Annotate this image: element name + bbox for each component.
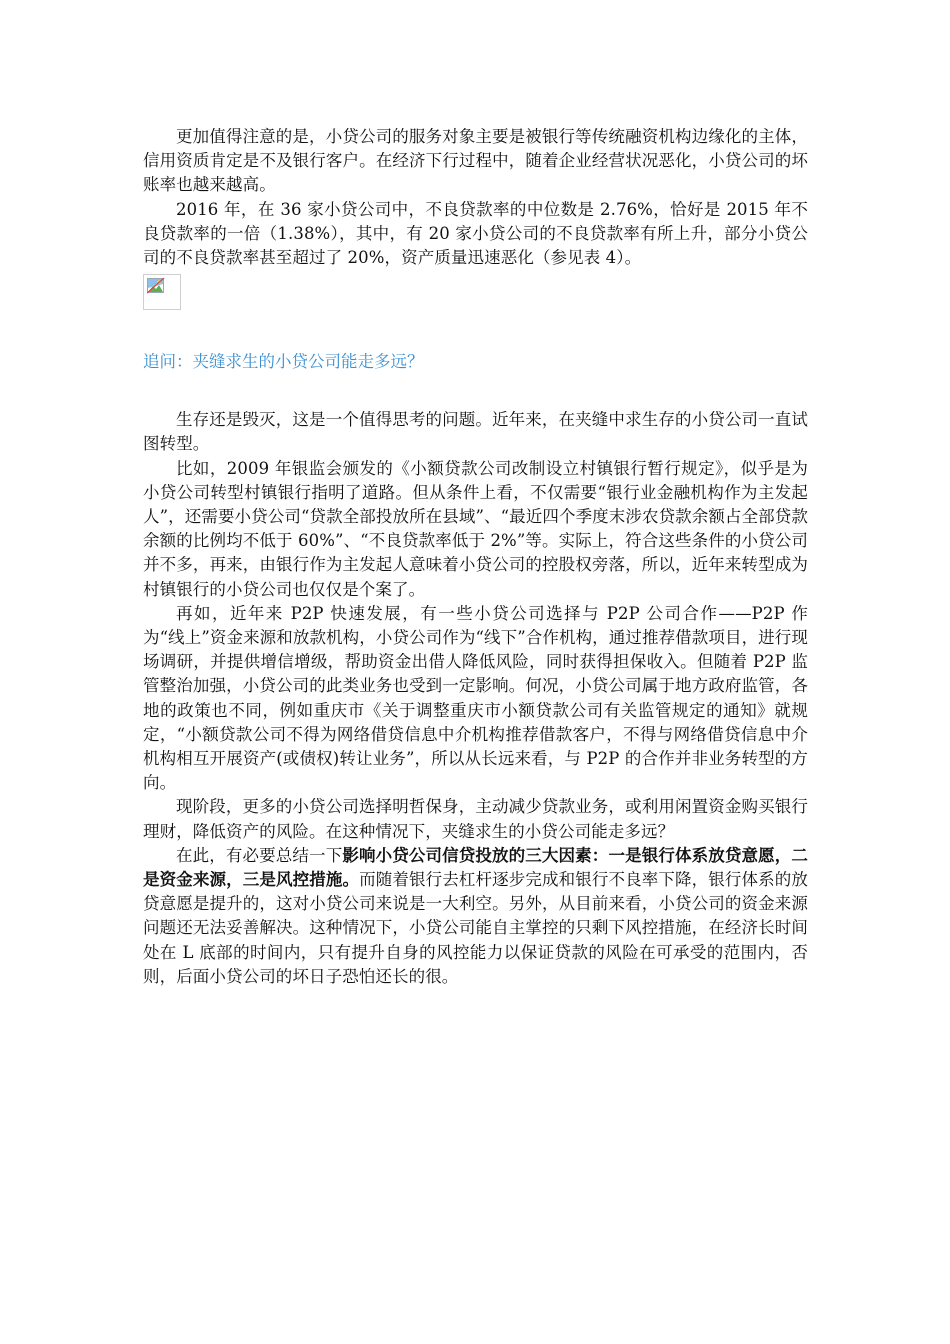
paragraph-service-target: 更加值得注意的是，小贷公司的服务对象主要是被银行等传统融资机构边缘化的主体，信用资质肯定是不及银行客户。在经济下行过程中，随着企业经营状况恶化，小贷公司的坏账率也越来越高。 [143,127,808,195]
paragraph-village-bank: 比如，2009 年银监会颁发的《小额贷款公司改制设立村镇银行暂行规定》，似乎是为小贷公司转型村镇银行指明了道路。但从条件上看，不仅需要“银行业金融机构作为主发起人”，还需要小贷公司“贷款全部投放所在县域”、“最近四个季度末涉农贷款余额占全部贷款余额的比例均不低于 60%”、“不良贷款率低于 2%”等。实际上，符合这些条件的小贷公司并不多，再来，由银行作为主发起人意味着小贷公司的控股权旁落，所以，近年来转型成为村镇银行的小贷公司也仅仅是个案了。 [143,458,808,599]
broken-image-icon [143,274,181,310]
paragraph-current-stage: 现阶段，更多的小贷公司选择明哲保身，主动减少贷款业务，或利用闲置资金购买银行理财，降低资产的风险。在这种情况下，夹缝求生的小贷公司能走多远？ [143,797,808,841]
paragraph-npl-2016: 2016 年，在 36 家小贷公司中，不良贷款率的中位数是 2.76%，恰好是 2015 年不良贷款率的一倍（1.38%），其中，有 20 家小贷公司的不良贷款率有所上升，部分小贷公司的不良贷款率甚至超过了 20%，资产质量迅速恶化（参见表 4）。 [143,199,808,268]
document-page [143,125,808,989]
paragraph-p2p: 再如，近年来 P2P 快速发展，有一些小贷公司选择与 P2P 公司合作——P2P 作为“线上”资金来源和放款机构，小贷公司作为“线下”合作机构，通过推荐借款项目，进行现场调研，并提供增信增级，帮助资金出借人降低风险，同时获得担保收入。但随着 P2P 监管整治加强，小贷公司的此类业务也受到一定影响。何况，小贷公司属于地方政府监管，各地的政策也不同，例如重庆市《关于调整重庆市小额贷款公司有关监管规定的通知》就规定，“小额贷款公司不得为网络借贷信息中介机构推荐借款客户，不得与网络借贷信息中介机构相互开展资产(或债权)转让业务”，所以从长远来看，与 P2P 的合作并非业务转型的方向。 [143,603,808,793]
paragraph-three-factors [143,844,808,989]
three-factors-lead: 在此，有必要总结一下 [176,845,343,865]
paragraph-survival: 生存还是毁灭，这是一个值得思考的问题。近年来，在夹缝中求生存的小贷公司一直试图转型。 [143,410,808,454]
three-factors-bold: 影响小贷公司信贷投放的三大因素：一是银行体系放贷意愿，二是资金来源，三是风控措施。 [143,845,808,890]
broken-image-glyph [147,278,177,306]
section-heading: 追问：夹缝求生的小贷公司能走多远？ [143,352,424,372]
three-factors-rest: 而随着银行去杠杆逐步完成和银行不良率下降，银行体系的放贷意愿是提升的，这对小贷公司来说是一大利空。另外，从目前来看，小贷公司的资金来源问题还无法妥善解决。这种情况下，小贷公司能自主掌控的只剩下风控措施，在经济长时间处在 L 底部的时间内，只有提升自身的风控能力以保证贷款的风险在可承受的范围内，否则，后面小贷公司的坏日子恐怕还长的很。 [143,870,808,986]
